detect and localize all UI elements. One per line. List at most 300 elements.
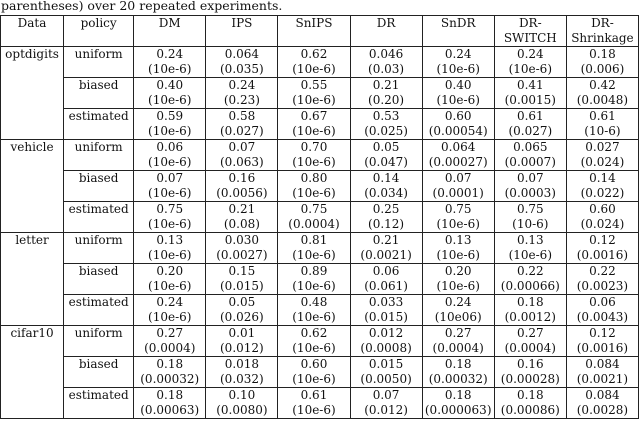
result-cell bbox=[422, 388, 494, 419]
policy-name: estimated bbox=[64, 295, 134, 326]
result-std: (0.000063) bbox=[424, 403, 492, 417]
result-cell bbox=[350, 171, 422, 202]
result-std: (10e-6) bbox=[148, 93, 192, 107]
result-value: 0.10 bbox=[228, 388, 256, 402]
result-value: 0.18 bbox=[516, 295, 544, 309]
result-cell bbox=[278, 264, 350, 295]
result-cell bbox=[494, 357, 566, 388]
policy-name: estimated bbox=[64, 202, 134, 233]
result-std: (0.024) bbox=[580, 217, 625, 231]
result-cell bbox=[134, 326, 206, 357]
result-std: (10e-6) bbox=[148, 62, 192, 76]
result-std: (0.0012) bbox=[504, 310, 556, 324]
result-cell bbox=[134, 202, 206, 233]
dataset-name: letter bbox=[1, 233, 64, 326]
dataset-name: cifar10 bbox=[1, 326, 64, 419]
result-cell bbox=[278, 202, 350, 233]
result-value: 0.027 bbox=[585, 140, 620, 154]
result-std: (0.00032) bbox=[428, 372, 488, 386]
result-std: (10e-6) bbox=[148, 217, 192, 231]
result-cell bbox=[206, 202, 278, 233]
result-value: 0.60 bbox=[300, 357, 328, 371]
result-value: 0.22 bbox=[516, 264, 544, 278]
result-value: 0.065 bbox=[513, 140, 548, 154]
result-value: 0.033 bbox=[368, 295, 404, 309]
result-cell bbox=[494, 140, 566, 171]
result-cell bbox=[278, 140, 350, 171]
result-std: (0.0016) bbox=[576, 341, 629, 355]
result-cell bbox=[566, 388, 638, 419]
result-value: 0.05 bbox=[228, 295, 256, 309]
result-value: 0.81 bbox=[300, 233, 328, 247]
result-std: (0.00066) bbox=[500, 279, 560, 293]
table-row bbox=[1, 264, 639, 295]
result-std: (0.23) bbox=[223, 93, 260, 107]
result-value: 0.60 bbox=[444, 109, 472, 123]
policy-name: estimated bbox=[64, 388, 134, 419]
result-std: (0.00027) bbox=[428, 155, 488, 169]
result-std: (0.0016) bbox=[576, 248, 629, 262]
result-cell bbox=[350, 357, 422, 388]
result-cell bbox=[566, 357, 638, 388]
table-body bbox=[1, 47, 639, 419]
result-cell bbox=[350, 264, 422, 295]
result-cell bbox=[494, 202, 566, 233]
result-std: (10e-6) bbox=[508, 62, 553, 76]
table-header bbox=[1, 16, 639, 47]
result-std: (0.027) bbox=[508, 124, 553, 138]
header-method bbox=[566, 16, 638, 47]
result-value: 0.07 bbox=[228, 140, 256, 154]
result-std: (10e-6) bbox=[436, 217, 480, 231]
result-cell bbox=[350, 233, 422, 264]
result-cell bbox=[422, 78, 494, 109]
result-value: 0.13 bbox=[516, 233, 544, 247]
result-std: (10e-6) bbox=[436, 93, 480, 107]
result-value: 0.018 bbox=[224, 357, 260, 371]
result-value: 0.07 bbox=[156, 171, 184, 185]
result-value: 0.01 bbox=[228, 326, 256, 340]
result-value: 0.05 bbox=[372, 140, 400, 154]
result-cell bbox=[422, 140, 494, 171]
result-std: (0.047) bbox=[364, 155, 408, 169]
result-cell bbox=[134, 295, 206, 326]
result-value: 0.12 bbox=[589, 326, 616, 340]
result-cell bbox=[422, 264, 494, 295]
result-cell bbox=[134, 264, 206, 295]
result-value: 0.16 bbox=[516, 357, 544, 371]
result-std: (10e-6) bbox=[148, 186, 192, 200]
result-value: 0.41 bbox=[516, 78, 544, 92]
result-cell bbox=[350, 140, 422, 171]
result-cell bbox=[566, 202, 638, 233]
result-value: 0.24 bbox=[156, 47, 184, 61]
result-std: (0.00054) bbox=[428, 124, 488, 138]
result-value: 0.40 bbox=[156, 78, 184, 92]
result-std: (0.0004) bbox=[432, 341, 484, 355]
result-std: (10e-6) bbox=[292, 248, 336, 262]
result-std: (0.0021) bbox=[576, 372, 629, 386]
result-value: 0.14 bbox=[589, 171, 616, 185]
result-value: 0.24 bbox=[228, 78, 256, 92]
result-cell bbox=[494, 264, 566, 295]
result-std: (0.0028) bbox=[576, 403, 629, 417]
result-cell bbox=[134, 47, 206, 78]
header-method bbox=[206, 16, 278, 47]
result-cell bbox=[494, 78, 566, 109]
result-cell bbox=[278, 171, 350, 202]
header-method bbox=[350, 16, 422, 47]
header-method bbox=[134, 16, 206, 47]
result-std: (0.0004) bbox=[504, 341, 556, 355]
table-row bbox=[1, 78, 639, 109]
dataset-name: optdigits bbox=[1, 47, 64, 140]
result-std: (0.026) bbox=[220, 310, 264, 324]
result-value: 0.13 bbox=[156, 233, 184, 247]
result-value: 0.13 bbox=[444, 233, 472, 247]
result-cell bbox=[566, 47, 638, 78]
results-table bbox=[0, 15, 639, 419]
policy-name: biased bbox=[64, 171, 134, 202]
header-data: Data bbox=[1, 16, 64, 47]
result-cell bbox=[206, 47, 278, 78]
result-value: 0.62 bbox=[300, 326, 328, 340]
result-cell bbox=[494, 388, 566, 419]
result-value: 0.27 bbox=[516, 326, 544, 340]
result-cell bbox=[422, 357, 494, 388]
result-cell bbox=[422, 171, 494, 202]
result-std: (0.032) bbox=[220, 372, 264, 386]
result-value: 0.064 bbox=[224, 47, 260, 61]
result-value: 0.084 bbox=[585, 357, 620, 371]
policy-name: biased bbox=[64, 78, 134, 109]
result-value: 0.18 bbox=[516, 388, 544, 402]
header-method-line1: SnIPS bbox=[295, 16, 333, 30]
result-cell bbox=[350, 47, 422, 78]
result-value: 0.18 bbox=[156, 388, 184, 402]
result-value: 0.80 bbox=[300, 171, 328, 185]
result-std: (10e-6) bbox=[292, 155, 336, 169]
policy-name: uniform bbox=[64, 233, 134, 264]
result-cell bbox=[350, 388, 422, 419]
result-cell bbox=[206, 357, 278, 388]
result-value: 0.07 bbox=[372, 388, 400, 402]
result-std: (0.0023) bbox=[576, 279, 629, 293]
result-std: (10e-6) bbox=[436, 62, 480, 76]
result-std: (0.0056) bbox=[216, 186, 268, 200]
header-method-line1: DR- bbox=[591, 16, 614, 30]
result-std: (0.035) bbox=[220, 62, 264, 76]
result-std: (10e-6) bbox=[292, 62, 336, 76]
result-std: (0.025) bbox=[364, 124, 408, 138]
result-cell bbox=[206, 295, 278, 326]
result-cell bbox=[206, 388, 278, 419]
result-cell bbox=[494, 295, 566, 326]
result-cell bbox=[350, 109, 422, 140]
result-std: (10e-6) bbox=[148, 310, 192, 324]
result-std: (0.0015) bbox=[504, 93, 556, 107]
result-cell bbox=[134, 388, 206, 419]
result-value: 0.24 bbox=[516, 47, 544, 61]
result-cell bbox=[422, 202, 494, 233]
result-cell bbox=[350, 78, 422, 109]
result-cell bbox=[278, 326, 350, 357]
header-method-line1: DM bbox=[158, 16, 181, 30]
result-value: 0.40 bbox=[444, 78, 472, 92]
table-row bbox=[1, 140, 639, 171]
result-std: (0.0050) bbox=[360, 372, 412, 386]
result-std: (0.00086) bbox=[500, 403, 560, 417]
policy-name: uniform bbox=[64, 140, 134, 171]
policy-name: biased bbox=[64, 264, 134, 295]
result-cell bbox=[278, 78, 350, 109]
result-std: (0.012) bbox=[364, 403, 408, 417]
result-std: (10e06) bbox=[434, 310, 482, 324]
result-std: (10e-6) bbox=[148, 279, 192, 293]
result-std: (0.0048) bbox=[576, 93, 629, 107]
result-std: (10e-6) bbox=[292, 93, 336, 107]
result-value: 0.62 bbox=[300, 47, 328, 61]
result-value: 0.59 bbox=[156, 109, 184, 123]
result-std: (0.03) bbox=[368, 62, 405, 76]
header-method bbox=[422, 16, 494, 47]
result-std: (10e-6) bbox=[292, 341, 336, 355]
result-cell bbox=[206, 233, 278, 264]
header-method-line1: DR- bbox=[518, 16, 542, 30]
result-cell bbox=[422, 326, 494, 357]
result-cell bbox=[494, 233, 566, 264]
result-std: (0.0004) bbox=[288, 217, 340, 231]
result-cell bbox=[278, 233, 350, 264]
result-cell bbox=[566, 326, 638, 357]
result-value: 0.42 bbox=[589, 78, 616, 92]
table-row bbox=[1, 109, 639, 140]
policy-name: uniform bbox=[64, 326, 134, 357]
result-value: 0.16 bbox=[228, 171, 256, 185]
policy-name: biased bbox=[64, 357, 134, 388]
policy-name: uniform bbox=[64, 47, 134, 78]
result-std: (10-6) bbox=[584, 124, 621, 138]
result-std: (10e-6) bbox=[292, 310, 336, 324]
dataset-name: vehicle bbox=[1, 140, 64, 233]
result-std: (0.0027) bbox=[216, 248, 268, 262]
result-value: 0.20 bbox=[156, 264, 184, 278]
result-value: 0.21 bbox=[372, 78, 400, 92]
result-std: (0.12) bbox=[368, 217, 405, 231]
result-value: 0.75 bbox=[516, 202, 544, 216]
header-method-line1: SnDR bbox=[440, 16, 476, 30]
result-std: (10e-6) bbox=[292, 186, 336, 200]
result-cell bbox=[422, 47, 494, 78]
header-method bbox=[278, 16, 350, 47]
result-value: 0.21 bbox=[228, 202, 256, 216]
result-std: (0.0007) bbox=[504, 155, 556, 169]
header-method-line2: Shrinkage bbox=[571, 31, 634, 45]
result-std: (10e-6) bbox=[292, 279, 336, 293]
result-cell bbox=[494, 326, 566, 357]
result-cell bbox=[206, 326, 278, 357]
result-value: 0.07 bbox=[444, 171, 472, 185]
result-value: 0.20 bbox=[444, 264, 472, 278]
result-value: 0.75 bbox=[300, 202, 328, 216]
result-std: (0.012) bbox=[220, 341, 264, 355]
result-std: (10e-6) bbox=[148, 248, 192, 262]
result-value: 0.27 bbox=[444, 326, 472, 340]
result-value: 0.015 bbox=[368, 357, 404, 371]
header-method bbox=[494, 16, 566, 47]
result-std: (0.0021) bbox=[360, 248, 412, 262]
result-cell bbox=[566, 171, 638, 202]
result-value: 0.70 bbox=[300, 140, 328, 154]
result-std: (10e-6) bbox=[148, 155, 192, 169]
result-std: (0.0004) bbox=[144, 341, 196, 355]
result-value: 0.60 bbox=[589, 202, 616, 216]
result-value: 0.24 bbox=[156, 295, 184, 309]
result-std: (0.006) bbox=[580, 62, 625, 76]
result-std: (10e-6) bbox=[292, 124, 336, 138]
result-cell bbox=[422, 295, 494, 326]
result-value: 0.61 bbox=[516, 109, 544, 123]
result-cell bbox=[422, 233, 494, 264]
result-value: 0.07 bbox=[516, 171, 544, 185]
table-row bbox=[1, 357, 639, 388]
policy-name: estimated bbox=[64, 109, 134, 140]
result-std: (10e-6) bbox=[292, 372, 336, 386]
result-cell bbox=[206, 78, 278, 109]
result-value: 0.030 bbox=[224, 233, 260, 247]
result-cell bbox=[134, 109, 206, 140]
result-cell bbox=[566, 295, 638, 326]
result-cell bbox=[494, 171, 566, 202]
result-cell bbox=[494, 109, 566, 140]
result-std: (0.061) bbox=[364, 279, 408, 293]
result-value: 0.61 bbox=[589, 109, 616, 123]
header-row bbox=[1, 16, 639, 47]
table-row bbox=[1, 233, 639, 264]
result-cell bbox=[206, 109, 278, 140]
table-caption: parentheses) over 20 repeated experiments. bbox=[1, 0, 283, 13]
result-cell bbox=[278, 47, 350, 78]
result-std: (0.08) bbox=[223, 217, 260, 231]
result-cell bbox=[206, 140, 278, 171]
result-value: 0.61 bbox=[300, 388, 328, 402]
result-value: 0.18 bbox=[156, 357, 184, 371]
result-std: (0.0008) bbox=[360, 341, 412, 355]
header-method-line1: DR bbox=[376, 16, 396, 30]
result-cell bbox=[350, 202, 422, 233]
result-cell bbox=[134, 171, 206, 202]
result-value: 0.53 bbox=[372, 109, 400, 123]
table-row bbox=[1, 326, 639, 357]
result-cell bbox=[566, 264, 638, 295]
result-std: (10e-6) bbox=[292, 403, 336, 417]
result-std: (0.00063) bbox=[140, 403, 200, 417]
result-cell bbox=[350, 295, 422, 326]
table-row bbox=[1, 388, 639, 419]
result-value: 0.22 bbox=[589, 264, 616, 278]
result-value: 0.06 bbox=[589, 295, 616, 309]
result-cell bbox=[134, 78, 206, 109]
result-value: 0.21 bbox=[372, 233, 400, 247]
result-value: 0.012 bbox=[368, 326, 404, 340]
result-cell bbox=[566, 109, 638, 140]
result-value: 0.25 bbox=[372, 202, 400, 216]
result-cell bbox=[206, 264, 278, 295]
result-std: (0.063) bbox=[220, 155, 264, 169]
result-std: (0.0043) bbox=[576, 310, 629, 324]
table-row bbox=[1, 47, 639, 78]
result-std: (0.024) bbox=[580, 155, 625, 169]
result-cell bbox=[278, 357, 350, 388]
result-value: 0.06 bbox=[372, 264, 400, 278]
result-cell bbox=[566, 78, 638, 109]
result-value: 0.14 bbox=[372, 171, 400, 185]
result-cell bbox=[278, 295, 350, 326]
header-method-line1: IPS bbox=[231, 16, 253, 30]
result-cell bbox=[134, 233, 206, 264]
result-value: 0.18 bbox=[589, 47, 616, 61]
table-row bbox=[1, 171, 639, 202]
result-value: 0.046 bbox=[368, 47, 404, 61]
result-std: (0.20) bbox=[368, 93, 405, 107]
result-std: (0.022) bbox=[580, 186, 625, 200]
result-value: 0.24 bbox=[444, 295, 472, 309]
result-value: 0.06 bbox=[156, 140, 184, 154]
result-cell bbox=[566, 233, 638, 264]
header-policy: policy bbox=[64, 16, 134, 47]
result-std: (10-6) bbox=[512, 217, 549, 231]
result-std: (0.00028) bbox=[500, 372, 560, 386]
result-cell bbox=[134, 140, 206, 171]
result-value: 0.48 bbox=[300, 295, 328, 309]
result-std: (0.034) bbox=[364, 186, 408, 200]
table-row bbox=[1, 202, 639, 233]
result-std: (10e-6) bbox=[436, 279, 480, 293]
result-value: 0.55 bbox=[300, 78, 328, 92]
result-cell bbox=[494, 47, 566, 78]
result-value: 0.084 bbox=[585, 388, 620, 402]
result-cell bbox=[134, 357, 206, 388]
header-method-line2: SWITCH bbox=[503, 31, 557, 45]
result-value: 0.15 bbox=[228, 264, 256, 278]
result-value: 0.18 bbox=[444, 357, 472, 371]
result-std: (0.027) bbox=[220, 124, 264, 138]
result-std: (10e-6) bbox=[508, 248, 553, 262]
result-value: 0.75 bbox=[156, 202, 184, 216]
result-value: 0.12 bbox=[589, 233, 616, 247]
result-std: (10e-6) bbox=[148, 124, 192, 138]
result-std: (0.015) bbox=[364, 310, 408, 324]
result-value: 0.89 bbox=[300, 264, 328, 278]
result-cell bbox=[566, 140, 638, 171]
result-cell bbox=[422, 109, 494, 140]
result-value: 0.67 bbox=[300, 109, 328, 123]
result-value: 0.27 bbox=[156, 326, 184, 340]
result-std: (10e-6) bbox=[436, 248, 480, 262]
result-value: 0.75 bbox=[444, 202, 472, 216]
result-cell bbox=[278, 388, 350, 419]
result-value: 0.24 bbox=[444, 47, 472, 61]
result-std: (0.0080) bbox=[216, 403, 268, 417]
result-cell bbox=[350, 326, 422, 357]
table-row bbox=[1, 295, 639, 326]
result-value: 0.18 bbox=[444, 388, 472, 402]
result-value: 0.064 bbox=[441, 140, 476, 154]
result-std: (0.015) bbox=[220, 279, 264, 293]
result-std: (0.00032) bbox=[140, 372, 200, 386]
result-value: 0.58 bbox=[228, 109, 256, 123]
result-cell bbox=[278, 109, 350, 140]
